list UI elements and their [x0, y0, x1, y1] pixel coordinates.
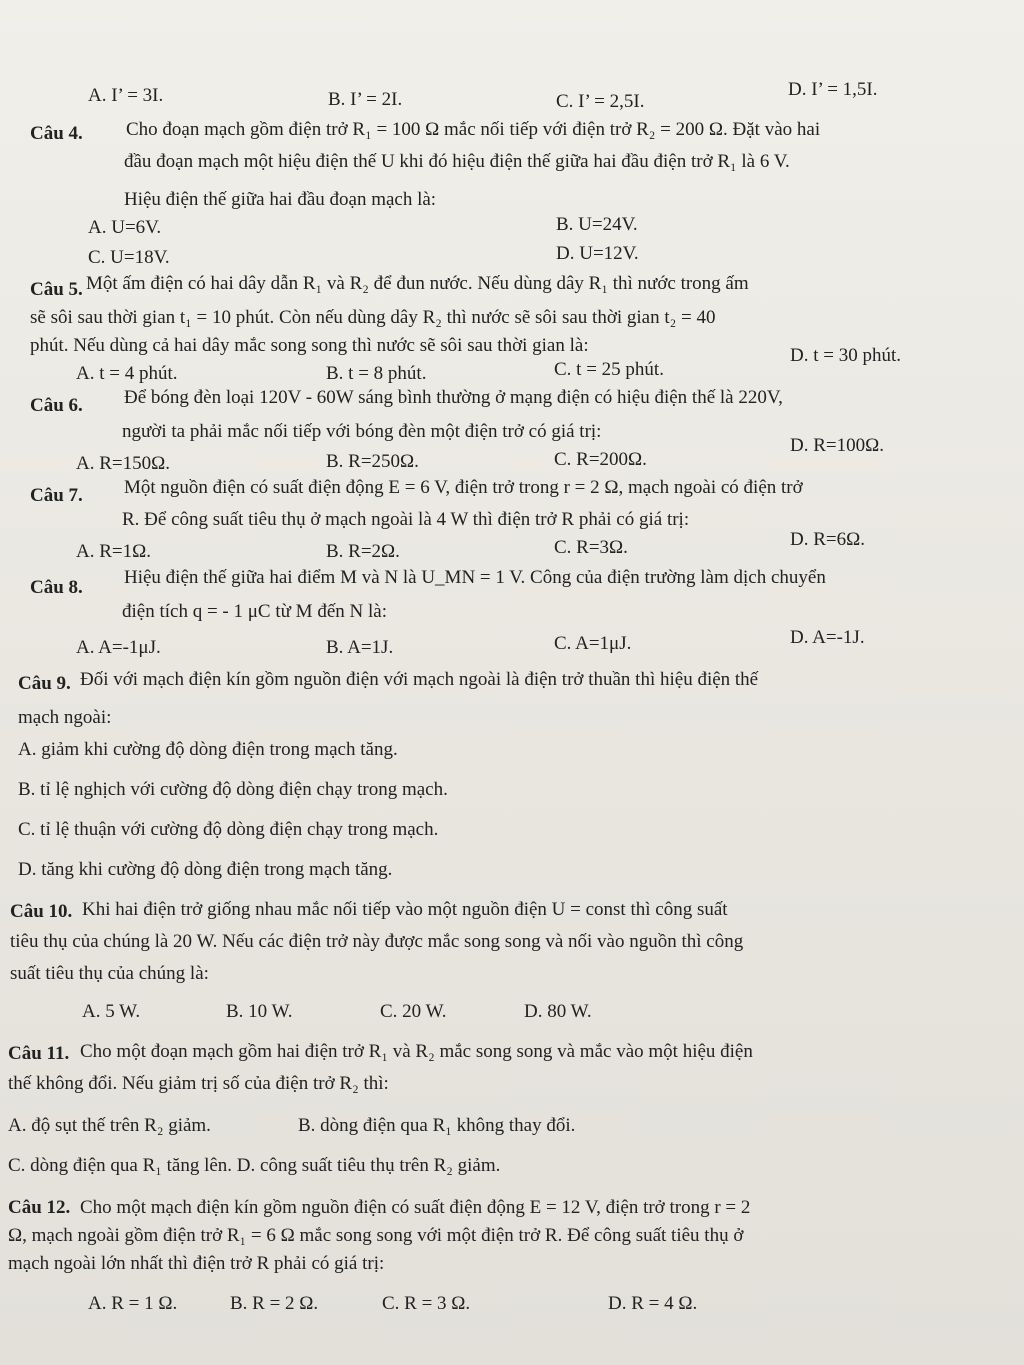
q4-option-a: A. U=6V. [88, 217, 162, 238]
q9-line-2: mạch ngoài: [18, 707, 112, 728]
q3-option-b: B. I’ = 2I. [328, 89, 403, 110]
q9-line-1: Đối với mạch điện kín gồm nguồn điện với mạch ngoài là điện trở thuần thì hiệu điện thế [80, 669, 759, 690]
q7-option-c: C. R=3Ω. [554, 537, 628, 558]
q12-option-d: D. R = 4 Ω. [608, 1293, 698, 1314]
q11-option-c-d: C. dòng điện qua R₁ tăng lên. D. công suất tiêu thụ trên R₂ giảm. [8, 1155, 501, 1176]
q9-option-b: B. tỉ lệ nghịch với cường độ dòng điện chạy trong mạch. [18, 779, 448, 800]
q8-option-b: B. A=1J. [326, 637, 394, 658]
q10-line-2: tiêu thụ của chúng là 20 W. Nếu các điện trở này được mắc song song và nối vào nguồn thì công [10, 931, 744, 952]
q7-label: Câu 7. [30, 485, 83, 506]
q6-option-d: D. R=100Ω. [790, 435, 884, 456]
q5-line-2: sẽ sôi sau thời gian t₁ = 10 phút. Còn nếu dùng dây R₂ thì nước sẽ sôi sau thời gian t₂ = 40 [30, 307, 716, 328]
q6-option-a: A. R=150Ω. [76, 453, 170, 474]
q6-label: Câu 6. [30, 395, 83, 416]
q4-line-1: Cho đoạn mạch gồm điện trở R₁ = 100 Ω mắc nối tiếp với điện trở R₂ = 200 Ω. Đặt vào hai [126, 119, 821, 140]
q8-line-1: Hiệu điện thế giữa hai điểm M và N là U_MN = 1 V. Công của điện trường làm dịch chuyển [124, 567, 826, 588]
q4-option-b: B. U=24V. [556, 214, 638, 235]
q8-line-2: điện tích q = - 1 μC từ M đến N là: [122, 601, 387, 622]
q5-option-d: D. t = 30 phút. [790, 345, 901, 366]
q10-line-1: Khi hai điện trở giống nhau mắc nối tiếp vào một nguồn điện U = const thì công suất [82, 899, 728, 920]
q12-line-1: Cho một mạch điện kín gồm nguồn điện có suất điện động E = 12 V, điện trở trong r = 2 [80, 1197, 751, 1218]
q9-option-c: C. tỉ lệ thuận với cường độ dòng điện chạy trong mạch. [18, 819, 439, 840]
q7-line-1: Một nguồn điện có suất điện động E = 6 V, điện trở trong r = 2 Ω, mạch ngoài có điện trở [124, 477, 803, 498]
q3-option-c: C. I’ = 2,5I. [556, 91, 645, 112]
q4-label: Câu 4. [30, 123, 83, 144]
q12-line-2: Ω, mạch ngoài gồm điện trở R₁ = 6 Ω mắc song song với một điện trở R. Để công suất tiêu thụ ở [8, 1225, 744, 1246]
q11-line-1: Cho một đoạn mạch gồm hai điện trở R₁ và R₂ mắc song song và mắc vào một hiệu điện [80, 1041, 753, 1062]
q8-option-d: D. A=-1J. [790, 627, 865, 648]
q12-option-a: A. R = 1 Ω. [88, 1293, 178, 1314]
q5-option-c: C. t = 25 phút. [554, 359, 664, 380]
q12-label: Câu 12. [8, 1197, 71, 1218]
q5-option-a: A. t = 4 phút. [76, 363, 178, 384]
q11-line-2: thế không đổi. Nếu giảm trị số của điện trở R₂ thì: [8, 1073, 389, 1094]
q6-line-1: Để bóng đèn loại 120V - 60W sáng bình thường ở mạng điện có hiệu điện thế là 220V, [124, 387, 783, 408]
q7-line-2: R. Để công suất tiêu thụ ở mạch ngoài là 4 W thì điện trở R phải có giá trị: [122, 509, 690, 530]
q6-line-2: người ta phải mắc nối tiếp với bóng đèn một điện trở có giá trị: [122, 421, 602, 442]
q5-line-1: Một ấm điện có hai dây dẫn R₁ và R₂ để đun nước. Nếu dùng dây R₁ thì nước trong ấm [86, 273, 749, 294]
q5-option-b: B. t = 8 phút. [326, 363, 427, 384]
q9-option-a: A. giảm khi cường độ dòng điện trong mạch tăng. [18, 739, 398, 760]
q12-line-3: mạch ngoài lớn nhất thì điện trở R phải có giá trị: [8, 1253, 385, 1274]
q6-option-c: C. R=200Ω. [554, 449, 647, 470]
q11-option-a: A. độ sụt thế trên R₂ giảm. [8, 1115, 211, 1136]
q9-option-d: D. tăng khi cường độ dòng điện trong mạch tăng. [18, 859, 393, 880]
q3-option-d: D. I’ = 1,5I. [788, 79, 878, 100]
q8-label: Câu 8. [30, 577, 83, 598]
q10-option-b: B. 10 W. [226, 1001, 293, 1022]
q12-option-c: C. R = 3 Ω. [382, 1293, 471, 1314]
q4-line-2: đầu đoạn mạch một hiệu điện thế U khi đó hiệu điện thế giữa hai đầu điện trở R₁ là 6 V. [124, 151, 790, 172]
q4-line-3: Hiệu điện thế giữa hai đầu đoạn mạch là: [124, 189, 437, 210]
q10-line-3: suất tiêu thụ của chúng là: [10, 963, 209, 984]
q7-option-b: B. R=2Ω. [326, 541, 400, 562]
q10-option-a: A. 5 W. [82, 1001, 141, 1022]
q6-option-b: B. R=250Ω. [326, 451, 419, 472]
q8-option-c: C. A=1μJ. [554, 633, 632, 654]
q10-option-d: D. 80 W. [524, 1001, 592, 1022]
q9-label: Câu 9. [18, 673, 71, 694]
q4-option-d: D. U=12V. [556, 243, 639, 264]
q10-option-c: C. 20 W. [380, 1001, 447, 1022]
q11-label: Câu 11. [8, 1043, 70, 1064]
q11-option-b: B. dòng điện qua R₁ không thay đổi. [298, 1115, 576, 1136]
q3-option-a: A. I’ = 3I. [88, 85, 164, 106]
q8-option-a: A. A=-1μJ. [76, 637, 161, 658]
q4-option-c: C. U=18V. [88, 247, 170, 268]
q12-option-b: B. R = 2 Ω. [230, 1293, 319, 1314]
q5-line-3: phút. Nếu dùng cả hai dây mắc song song thì nước sẽ sôi sau thời gian là: [30, 335, 589, 356]
q10-label: Câu 10. [10, 901, 73, 922]
q7-option-a: A. R=1Ω. [76, 541, 151, 562]
q5-label: Câu 5. [30, 279, 83, 300]
q7-option-d: D. R=6Ω. [790, 529, 865, 550]
